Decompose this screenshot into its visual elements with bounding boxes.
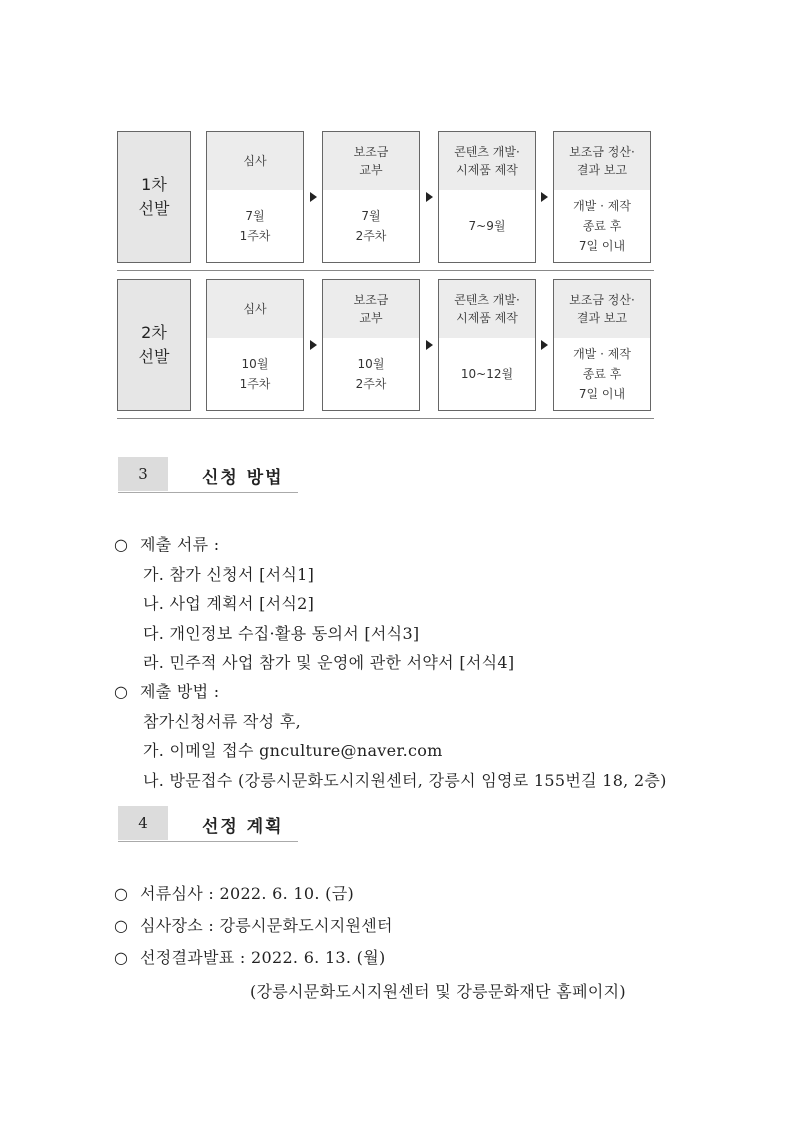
step-head: 심사 [207,132,303,190]
arrow-icon [541,192,548,202]
step-body: 개발 · 제작 종료 후 7일 이내 [573,199,631,253]
bullet-icon: ○ [114,884,128,903]
section-title: 선정 계획 [202,817,284,837]
schedule-item: 선정결과발표 : 2022. 6. 13. (월) [140,948,386,967]
step-head: 심사 [207,280,303,338]
announcement-note: (강릉시문화도시지원센터 및 강릉문화재단 홈페이지) [250,982,626,1001]
divider [118,492,298,493]
phase-label: 1차 선발 [117,131,191,263]
step-head: 보조금 교부 [323,132,419,190]
step-head: 보조금 정산· 결과 보고 [554,280,650,338]
schedule-item: 심사장소 : 강릉시문화도시지원센터 [140,916,393,935]
doc-item: 가. 참가 신청서 [서식1] [143,565,315,584]
bullet-icon: ○ [114,916,128,935]
bullet-icon: ○ [114,682,128,701]
step-review [206,131,304,263]
step-head: 보조금 교부 [323,280,419,338]
section-number: 3 [118,457,168,491]
step-head: 콘텐츠 개발· 시제품 제작 [439,132,535,190]
arrow-icon [541,340,548,350]
step-body: 개발 · 제작 종료 후 7일 이내 [573,347,631,401]
arrow-icon [310,340,317,350]
step-body: 7~9월 [468,219,506,233]
bullet-icon: ○ [114,535,128,554]
method-heading: 제출 방법 : [140,682,220,701]
doc-item: 나. 사업 계획서 [서식2] [143,594,315,613]
step-body: 10월 1주차 [239,357,271,391]
step-review [206,279,304,411]
schedule-item: 서류심사 : 2022. 6. 10. (금) [140,884,355,903]
step-report [553,131,651,263]
step-body: 7월 2주차 [355,209,387,243]
section-4-heading [118,806,298,842]
section-number: 4 [118,806,168,840]
step-body: 7월 1주차 [239,209,271,243]
flow-row-1 [117,131,654,267]
arrow-icon [426,340,433,350]
flow-row-2 [117,279,654,415]
divider [117,270,654,271]
divider [117,418,654,419]
method-visit: 나. 방문접수 (강릉시문화도시지원센터, 강릉시 임영로 155번길 18, 2층) [143,771,667,790]
step-body: 10~12월 [460,367,514,381]
section-title: 신청 방법 [202,468,284,488]
bullet-icon: ○ [114,948,128,967]
method-email: 가. 이메일 접수 gnculture@naver.com [143,741,443,760]
step-body: 10월 2주차 [355,357,387,391]
arrow-icon [310,192,317,202]
phase-label: 2차 선발 [117,279,191,411]
step-report [553,279,651,411]
step-head: 보조금 정산· 결과 보고 [554,132,650,190]
section-3-heading [118,457,298,493]
step-grant [322,279,420,411]
doc-item: 다. 개인정보 수집·활용 동의서 [서식3] [143,624,420,643]
doc-item: 라. 민주적 사업 참가 및 운영에 관한 서약서 [서식4] [143,653,515,672]
step-grant [322,131,420,263]
divider [118,841,298,842]
arrow-icon [426,192,433,202]
step-develop [438,279,536,411]
step-head: 콘텐츠 개발· 시제품 제작 [439,280,535,338]
method-intro: 참가신청서류 작성 후, [143,712,301,731]
docs-heading: 제출 서류 : [140,535,220,554]
step-develop [438,131,536,263]
